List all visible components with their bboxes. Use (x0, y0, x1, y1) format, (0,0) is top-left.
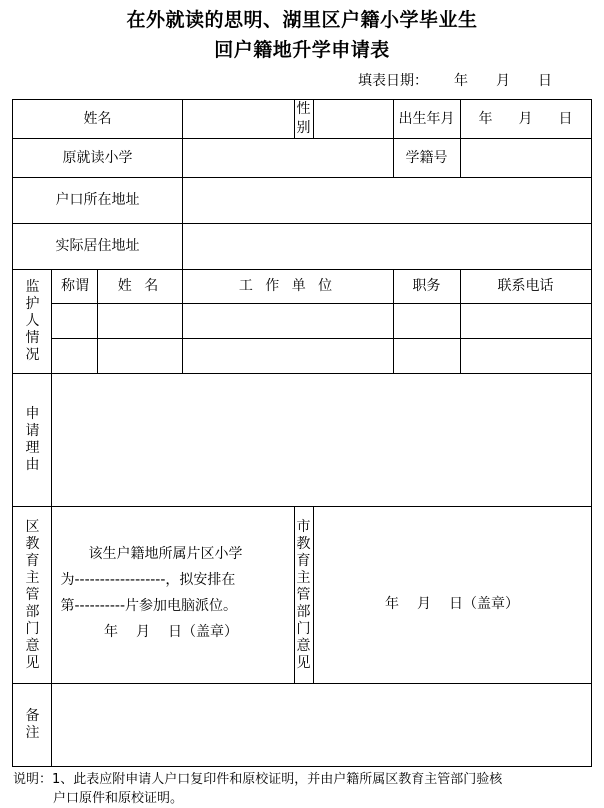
guardian-section-label-cell (13, 270, 52, 374)
footnote-line-2: 户口原件和原校证明。 (53, 791, 184, 806)
gender-value-cell[interactable] (313, 100, 393, 139)
guardian-2-name[interactable] (98, 339, 182, 374)
district-opinion-label: 区 教 育 主 管 部 门 意 见 (25, 518, 40, 671)
table-row-opinions (13, 507, 591, 684)
guardian-2-workplace[interactable] (182, 339, 393, 374)
hukou-address-value-cell[interactable] (182, 178, 591, 224)
application-reason-value-cell[interactable] (52, 374, 591, 507)
gender-label-cell (294, 100, 313, 139)
guardian-header-workplace: 工 作 单 位 (182, 270, 393, 304)
remarks-label-cell (13, 684, 52, 767)
guardian-1-workplace[interactable] (182, 304, 393, 339)
name-value-cell[interactable] (182, 100, 294, 139)
fill-date-year: 年 (454, 73, 468, 89)
remarks-label: 备 注 (25, 708, 40, 741)
student-id-value-cell[interactable] (460, 139, 591, 178)
fill-date-day: 日 (538, 73, 552, 89)
guardian-header-phone: 联系电话 (460, 270, 591, 304)
actual-address-label-cell: 实际居住地址 (13, 224, 182, 270)
guardian-header-name: 姓 名 (98, 270, 182, 304)
city-opinion-signature-date (314, 595, 591, 614)
district-opinion-line-3: 第----------片参加电脑派位。 (60, 598, 238, 614)
application-reason-label: 申 请 理 由 (25, 406, 40, 473)
district-sign-month: 月 (136, 624, 150, 640)
birth-day-label: 日 (558, 110, 573, 127)
city-opinion-label-cell (294, 507, 313, 684)
remarks-value-cell[interactable] (52, 684, 591, 767)
guardian-2-relation[interactable] (52, 339, 98, 374)
district-opinion-text (60, 541, 285, 619)
table-row-remarks (13, 684, 591, 767)
guardian-section-label: 监 护 人 情 况 (25, 279, 40, 363)
table-row-guardian-header (13, 270, 591, 304)
guardian-1-phone[interactable] (460, 304, 591, 339)
guardian-2-phone[interactable] (460, 339, 591, 374)
guardian-1-relation[interactable] (52, 304, 98, 339)
gender-label: 性别 (296, 101, 311, 136)
city-sign-year: 年 (385, 596, 400, 612)
birth-year-label: 年 (478, 110, 493, 127)
table-row-school-info (13, 139, 591, 178)
form-title-line-2: 回户籍地升学申请表 (214, 39, 390, 61)
table-row-hukou-address (13, 178, 591, 224)
district-opinion-body (52, 531, 293, 659)
district-sign-day-stamp: 日（盖章） (168, 624, 238, 640)
guardian-1-name[interactable] (98, 304, 182, 339)
city-sign-month: 月 (417, 596, 432, 612)
fill-date-label: 填表日期： (358, 73, 428, 89)
city-sign-day-stamp: 日（盖章） (449, 596, 520, 612)
birth-value-cell[interactable] (460, 100, 591, 139)
fill-date-month: 月 (496, 73, 510, 89)
city-opinion-body-cell[interactable] (313, 507, 591, 684)
actual-address-value-cell[interactable] (182, 224, 591, 270)
fill-date-row (0, 71, 604, 91)
district-opinion-signature-date (60, 619, 285, 651)
birth-month-label: 月 (518, 110, 533, 127)
table-row-application-reason (13, 374, 591, 507)
hukou-address-label-cell: 户口所在地址 (13, 178, 182, 224)
student-id-label-cell: 学籍号 (393, 139, 460, 178)
guardian-2-position[interactable] (393, 339, 460, 374)
former-school-value-cell[interactable] (182, 139, 393, 178)
form-title-line-1: 在外就读的思明、湖里区户籍小学毕业生 (126, 9, 478, 31)
district-opinion-line-2: 为------------------，拟安排在 (60, 572, 236, 588)
city-opinion-label: 市 教 育 主 管 部 门 意 见 (296, 518, 311, 671)
table-row-basic-info (13, 100, 591, 139)
birth-label-cell: 出生年月 (393, 100, 460, 139)
guardian-header-relation: 称谓 (52, 270, 98, 304)
table-row (13, 339, 591, 374)
district-opinion-body-cell[interactable] (52, 507, 294, 684)
guardian-header-position: 职务 (393, 270, 460, 304)
application-form-table (12, 99, 591, 767)
table-row-actual-address (13, 224, 591, 270)
form-title-block (0, 0, 604, 65)
district-opinion-label-cell (13, 507, 52, 684)
guardian-1-position[interactable] (393, 304, 460, 339)
district-sign-year: 年 (104, 624, 118, 640)
former-school-label-cell: 原就读小学 (13, 139, 182, 178)
name-label-cell: 姓名 (13, 100, 182, 139)
footnote (13, 770, 591, 808)
table-row (13, 304, 591, 339)
district-opinion-line-1: 该生户籍地所属片区小学 (88, 546, 243, 562)
application-reason-label-cell (13, 374, 52, 507)
footnote-line-1: 说明：1、此表应附申请人户口复印件和原校证明，并由户籍所属区教育主管部门验核 (13, 772, 503, 787)
